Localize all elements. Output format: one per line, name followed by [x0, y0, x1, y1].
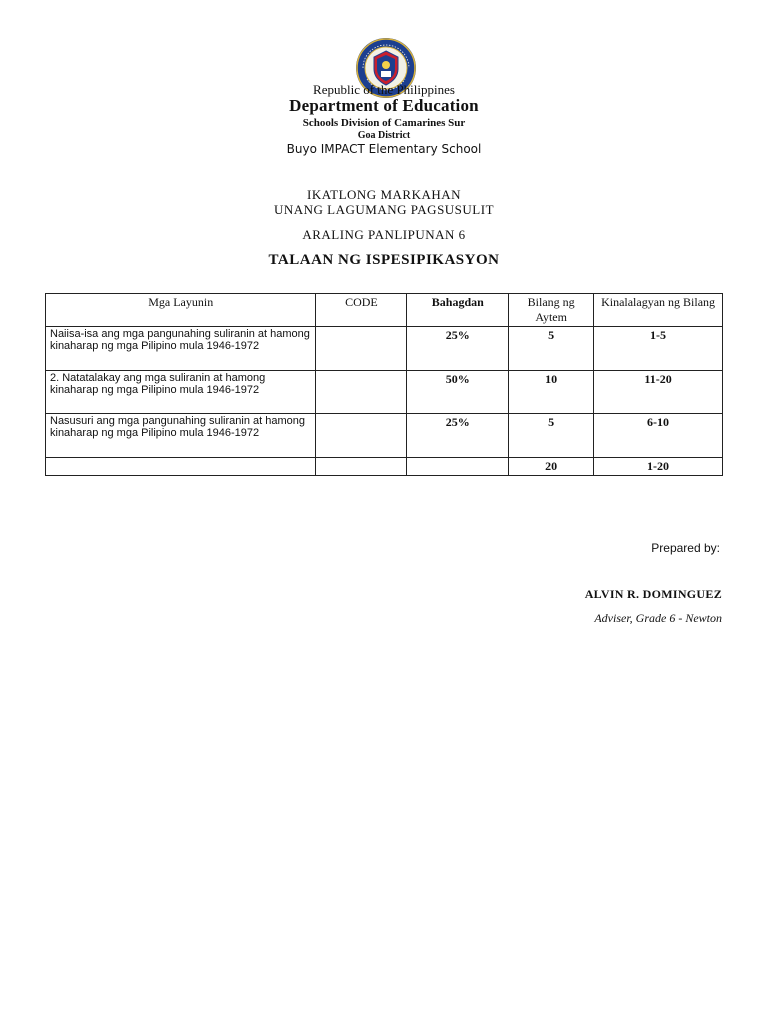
- subject-label: ARALING PANLIPUNAN 6: [302, 227, 466, 242]
- total-items-cell: 20: [509, 458, 594, 476]
- school-name: Buyo IMPACT Elementary School: [286, 142, 482, 156]
- header-items: Bilang ng Aytem: [509, 294, 594, 327]
- district-label: Goa District: [357, 130, 411, 141]
- placement-cell: 6-10: [594, 414, 723, 458]
- table-row: [46, 414, 723, 458]
- table-header-row: [46, 294, 723, 327]
- quarter-label: IKATLONG MARKAHAN: [306, 187, 462, 202]
- total-placement-cell: 1-20: [594, 458, 723, 476]
- total-row: [46, 458, 723, 476]
- items-cell: 10: [509, 371, 594, 414]
- test-label: UNANG LAGUMANG PAGSUSULIT: [273, 202, 495, 217]
- items-cell: 5: [509, 327, 594, 371]
- republic-label: Republic of the Philippines: [313, 82, 455, 97]
- table-row: [46, 327, 723, 371]
- percent-cell: 25%: [407, 327, 509, 371]
- division-label: Schools Division of Camarines Sur: [302, 117, 466, 129]
- placement-cell: 11-20: [594, 371, 723, 414]
- code-cell: [316, 414, 407, 458]
- percent-cell: 50%: [407, 371, 509, 414]
- total-objective-cell: [46, 458, 316, 476]
- total-percent-cell: [407, 458, 509, 476]
- header-percent: Bahagdan: [407, 294, 509, 327]
- prepared-by-label: Prepared by:: [651, 541, 720, 555]
- signatory-role: Adviser, Grade 6 - Newton: [594, 611, 722, 625]
- header-placement: Kinalalagyan ng Bilang: [594, 294, 723, 327]
- document-title: TALAAN NG ISPESIPIKASYON: [268, 252, 500, 268]
- placement-cell: 1-5: [594, 327, 723, 371]
- signatory-name: ALVIN R. DOMINGUEZ: [584, 587, 722, 601]
- total-code-cell: [316, 458, 407, 476]
- department-title: Department of Education: [289, 96, 479, 115]
- table-row: [46, 371, 723, 414]
- header-code: CODE: [316, 294, 407, 327]
- items-cell: 5: [509, 414, 594, 458]
- header-objectives: Mga Layunin: [46, 294, 316, 327]
- specification-table: [45, 293, 723, 476]
- objective-cell: Nasusuri ang mga pangunahing suliranin at hamong kinaharap ng mga Pilipino mula 1946-1972: [46, 414, 316, 458]
- code-cell: [316, 371, 407, 414]
- objective-cell: 2. Natatalakay ang mga suliranin at hamong kinaharap ng mga Pilipino mula 1946-1972: [46, 371, 316, 414]
- code-cell: [316, 327, 407, 371]
- percent-cell: 25%: [407, 414, 509, 458]
- objective-cell: Naiisa-isa ang mga pangunahing suliranin at hamong kinaharap ng mga Pilipino mula 1946-1972: [46, 327, 316, 371]
